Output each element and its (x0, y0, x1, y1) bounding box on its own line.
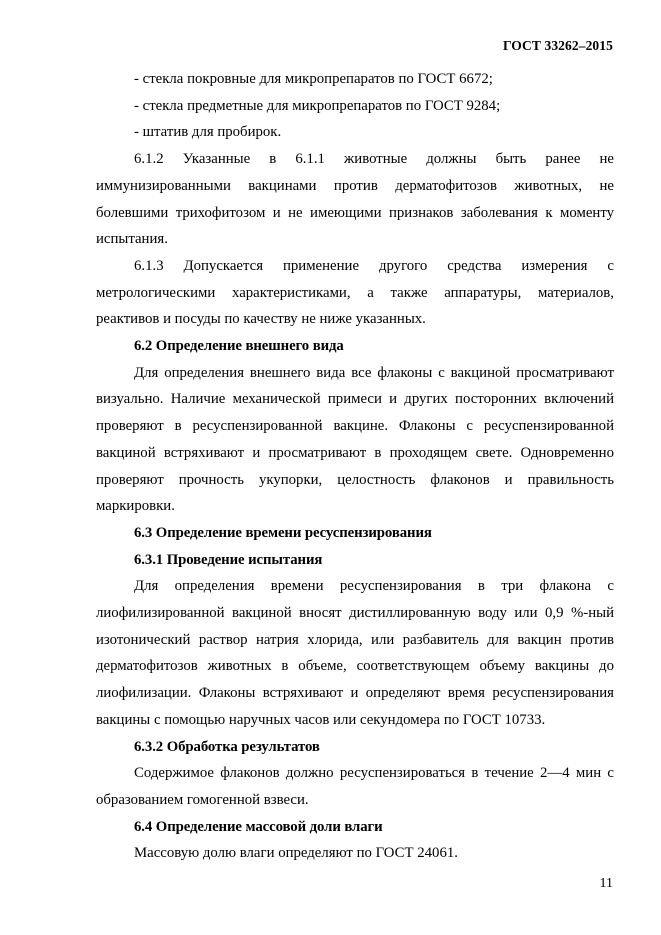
page-number: 11 (599, 876, 613, 891)
document-header-standard: ГОСТ 33262–2015 (502, 38, 613, 53)
paragraph: Массовую долю влаги определяют по ГОСТ 24061. (134, 845, 458, 862)
document-body (96, 66, 614, 867)
subsection-heading: 6.3.2 Обработка результатов (134, 738, 320, 755)
paragraph: 6.1.2 Указанные в 6.1.1 животные должны быть ранее не иммунизированными вакцинами против дерматофитозов животных, не болевшими трихофитозом и не имеющими признаков заболевания к моменту испытания. (96, 151, 614, 248)
section-heading: 6.2 Определение внешнего вида (134, 338, 344, 355)
paragraph: Для определения времени ресуспензирования в три флакона с лиофилизированной вакциной вносят дистиллированную воду или 0,9 %-ный изотонический раствор натрия хлорида, или разбавитель для вакцин против дерматофитозов животных в объеме, соответствующем объему вакцины до лиофилизации. Флаконы встряхивают и определяют время ресуспензирования вакцины с помощью наручных часов или секундомера по ГОСТ 10733. (96, 578, 614, 728)
section-heading: 6.3 Определение времени ресуспензирования (134, 524, 432, 541)
list-item: - стекла покровные для микропрепаратов по ГОСТ 6672; (134, 71, 493, 87)
list-item: - стекла предметные для микропрепаратов по ГОСТ 9284; (134, 97, 501, 114)
section-heading: 6.4 Определение массовой доли влаги (134, 818, 383, 835)
subsection-heading: 6.3.1 Проведение испытания (134, 551, 323, 568)
paragraph: Содержимое флаконов должно ресуспензироваться в течение 2—4 мин с образованием гомогенной взвеси. (96, 765, 614, 808)
paragraph: Для определения внешнего вида все флаконы с вакциной просматривают визуально. Наличие механической примеси и других посторонних включений проверяют в ресуспензированной вакцине. Флаконы с ресуспензированной вакциной встряхивают и просматривают в проходящем свете. Одновременно проверяют прочность укупорки, целостность флаконов и правильность маркировки. (96, 364, 614, 515)
paragraph: 6.1.3 Допускается применение другого средства измерения с метрологическими характеристиками, а также аппаратуры, материалов, реактивов и посуды по качеству не ниже указанных. (96, 257, 614, 328)
list-item: - штатив для пробирок. (134, 124, 282, 141)
